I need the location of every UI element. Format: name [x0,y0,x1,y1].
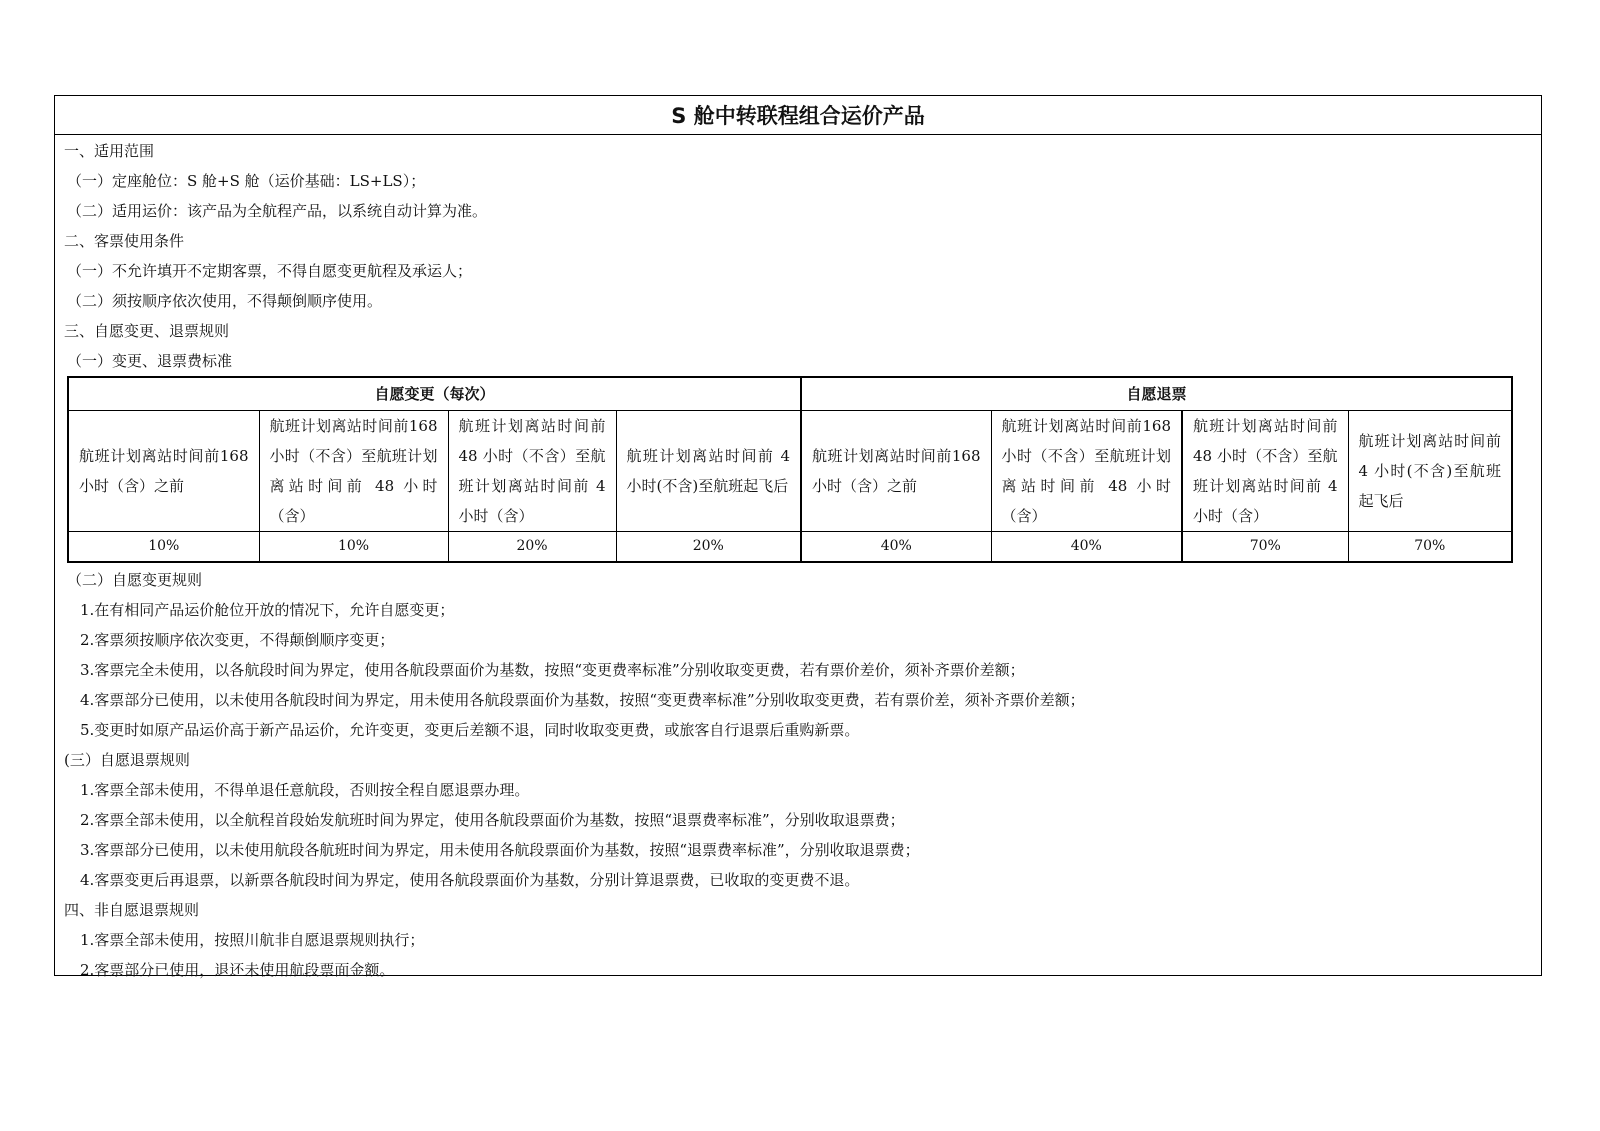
document-title: S 舱中转联程组合运价产品 [55,96,1541,135]
condition-cell: 航班计划离站时间前 4 小时(不含)至航班起飞后 [1348,410,1512,531]
rule-item: 1.客票全部未使用，不得单退任意航段，否则按全程自愿退票办理。 [80,781,530,799]
condition-cell: 航班计划离站时间前168 小时（不含）至航班计划离站时间前 48 小时（含） [259,410,448,531]
fee-value-cell: 20% [448,531,616,562]
section-scope-and-conditions [55,135,1541,376]
section-heading: 一、适用范围 [64,142,155,160]
product-rule-document [54,95,1542,979]
voluntary-refund-header: 自愿退票 [801,377,1512,410]
rule-item: 1.在有相同产品运价舱位开放的情况下，允许自愿变更； [80,601,455,619]
fee-table-value-row [68,531,1512,562]
subsection-heading: （二）须按顺序依次使用，不得颠倒顺序使用。 [67,292,383,310]
rule-item: 2.客票须按顺序依次变更，不得颠倒顺序变更； [80,631,395,649]
voluntary-change-header: 自愿变更（每次） [68,377,801,410]
fee-value-cell: 70% [1348,531,1512,562]
condition-cell: 航班计划离站时间前 4 小时(不含)至航班起飞后 [616,410,801,531]
fee-value-cell: 10% [68,531,259,562]
fee-table-group-header-row [68,377,1512,410]
rule-item: 1.客票全部未使用，按照川航非自愿退票规则执行； [80,931,425,949]
section-heading: (三）自愿退票规则 [64,751,190,769]
subsection-heading: （一）不允许填开不定期客票，不得自愿变更航程及承运人； [67,262,473,280]
rule-item: 3.客票部分已使用，以未使用航段各航班时间为界定，用未使用各航段票面价为基数，按照“退票费率标准”，分别收取退票费； [80,841,920,859]
fee-standard-table [67,376,1513,563]
condition-cell: 航班计划离站时间前168 小时（含）之前 [801,410,991,531]
fee-table-condition-row [68,410,1512,531]
condition-cell: 航班计划离站时间前168 小时（含）之前 [68,410,259,531]
condition-cell: 航班计划离站时间前 48 小时（不含）至航班计划离站时间前 4 小时（含） [448,410,616,531]
fee-value-cell: 70% [1182,531,1348,562]
fee-value-cell: 40% [801,531,991,562]
section-heading: 二、客票使用条件 [64,232,185,250]
subsection-heading: （二）自愿变更规则 [67,571,203,589]
subsection-heading: （一）定座舱位：S 舱+S 舱（运价基础：LS+LS）； [67,172,426,190]
rule-item: 3.客票完全未使用，以各航段时间为界定，使用各航段票面价为基数，按照“变更费率标准”分别收取变更费，若有票价差价，须补齐票价差额； [80,661,1025,679]
condition-cell: 航班计划离站时间前 48 小时（不含）至航班计划离站时间前 4 小时（含） [1182,410,1348,531]
fee-value-cell: 20% [616,531,801,562]
rule-item: 4.客票部分已使用，以未使用各航段时间为界定，用未使用各航段票面价为基数，按照“变更费率标准”分别收取变更费，若有票价差，须补齐票价差额； [80,691,1085,709]
rule-item: 2.客票全部未使用，以全航程首段始发航班时间为界定，使用各航段票面价为基数，按照“退票费率标准”，分别收取退票费； [80,811,905,829]
subsection-heading: （二）适用运价：该产品为全航程产品，以系统自动计算为准。 [67,202,488,220]
section-heading: 三、自愿变更、退票规则 [64,322,230,340]
section-heading: 四、非自愿退票规则 [64,901,200,919]
rule-item: 5.变更时如原产品运价高于新产品运价，允许变更，变更后差额不退，同时收取变更费，或旅客自行退票后重购新票。 [80,721,860,739]
rule-item: 4.客票变更后再退票，以新票各航段时间为界定，使用各航段票面价为基数，分别计算退票费，已收取的变更费不退。 [80,871,860,889]
condition-cell: 航班计划离站时间前168 小时（不含）至航班计划离站时间前 48 小时（含） [991,410,1182,531]
fee-value-cell: 40% [991,531,1182,562]
fee-value-cell: 10% [259,531,448,562]
rule-item: 2.客票部分已使用，退还未使用航段票面金额。 [80,961,395,979]
subsection-heading: （一）变更、退票费标准 [67,352,233,370]
section-change-and-refund-rules [55,565,1541,985]
